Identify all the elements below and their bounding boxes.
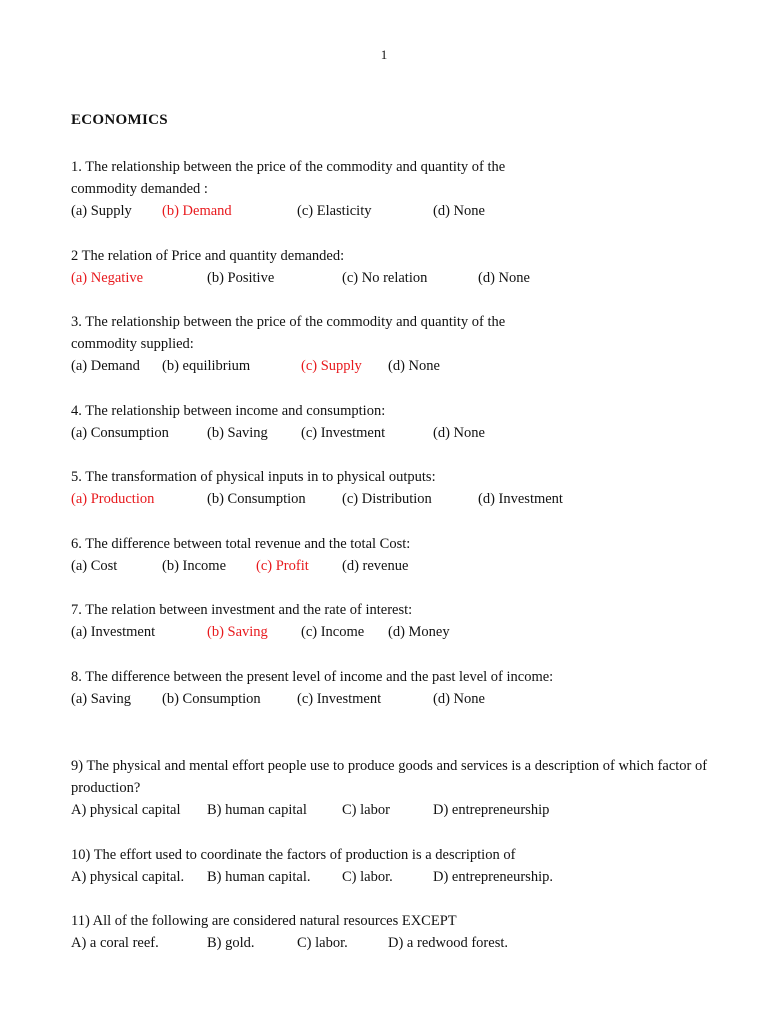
question-11 bbox=[71, 910, 711, 954]
answer-options bbox=[71, 688, 711, 710]
answer-option: (c) Distribution bbox=[342, 491, 432, 507]
answer-options bbox=[71, 866, 711, 888]
section-heading: ECONOMICS bbox=[71, 112, 168, 128]
question-text: 3. The relationship between the price of the commodity and quantity of the commodity supplied: bbox=[71, 314, 506, 352]
answer-option-correct: (c) Supply bbox=[301, 358, 362, 374]
question-text: 11) All of the following are considered natural resources EXCEPT bbox=[71, 913, 457, 929]
answer-options bbox=[71, 200, 711, 222]
answer-option: B) gold. bbox=[207, 935, 255, 951]
answer-options bbox=[71, 932, 711, 954]
question-10 bbox=[71, 844, 711, 888]
answer-option: (d) Money bbox=[388, 624, 450, 640]
question-text: 6. The difference between total revenue and the total Cost: bbox=[71, 536, 411, 552]
answer-option: (c) Income bbox=[301, 624, 365, 640]
answer-option: (c) Investment bbox=[297, 691, 382, 707]
question-8 bbox=[71, 666, 711, 710]
question-text: 7. The relation between investment and the rate of interest: bbox=[71, 602, 413, 618]
answer-option: C) labor. bbox=[342, 869, 393, 885]
answer-option-correct: (a) Production bbox=[71, 491, 155, 507]
answer-option: (a) Demand bbox=[71, 358, 140, 374]
answer-option: (d) None bbox=[433, 691, 485, 707]
answer-option: (c) No relation bbox=[342, 270, 428, 286]
answer-options bbox=[71, 621, 711, 643]
answer-option: (d) revenue bbox=[342, 558, 409, 574]
answer-option: D) entrepreneurship. bbox=[433, 869, 553, 885]
answer-option-correct: (c) Profit bbox=[256, 558, 309, 574]
answer-option: (c) Investment bbox=[301, 425, 386, 441]
question-text: 9) The physical and mental effort people use to produce goods and services is a description of which factor of production? bbox=[71, 758, 708, 796]
question-9 bbox=[71, 755, 711, 821]
answer-option-correct: (b) Saving bbox=[207, 624, 268, 640]
answer-options bbox=[71, 422, 711, 444]
question-7 bbox=[71, 599, 711, 643]
answer-option: B) human capital. bbox=[207, 869, 311, 885]
answer-option: B) human capital bbox=[207, 802, 307, 818]
answer-option-correct: (a) Negative bbox=[71, 270, 144, 286]
question-text: 2 The relation of Price and quantity demanded: bbox=[71, 248, 345, 264]
answer-option: (b) Consumption bbox=[162, 691, 261, 707]
question-3 bbox=[71, 311, 711, 377]
question-text: 10) The effort used to coordinate the factors of production is a description of bbox=[71, 847, 516, 863]
answer-option: (c) Elasticity bbox=[297, 203, 372, 219]
question-1 bbox=[71, 156, 711, 222]
answer-option-correct: (b) Demand bbox=[162, 203, 232, 219]
answer-options bbox=[71, 555, 711, 577]
question-2 bbox=[71, 245, 711, 289]
question-text: 4. The relationship between income and consumption: bbox=[71, 403, 386, 419]
answer-option: (b) Positive bbox=[207, 270, 275, 286]
question-text: 8. The difference between the present level of income and the past level of income: bbox=[71, 669, 554, 685]
question-text: 1. The relationship between the price of the commodity and quantity of the commodity demanded : bbox=[71, 159, 506, 197]
answer-option: D) entrepreneurship bbox=[433, 802, 550, 818]
answer-option: (a) Cost bbox=[71, 558, 118, 574]
answer-option: (a) Saving bbox=[71, 691, 131, 707]
answer-option: (b) Consumption bbox=[207, 491, 306, 507]
answer-option: A) physical capital. bbox=[71, 869, 185, 885]
answer-option: D) a redwood forest. bbox=[388, 935, 508, 951]
question-text: 5. The transformation of physical inputs in to physical outputs: bbox=[71, 469, 436, 485]
answer-option: C) labor. bbox=[297, 935, 348, 951]
answer-option: (a) Consumption bbox=[71, 425, 169, 441]
question-5 bbox=[71, 466, 711, 510]
answer-option: A) a coral reef. bbox=[71, 935, 159, 951]
answer-option: (a) Investment bbox=[71, 624, 156, 640]
answer-options bbox=[71, 488, 711, 510]
answer-option: (d) None bbox=[478, 270, 530, 286]
answer-option: (d) None bbox=[433, 203, 485, 219]
answer-option: (a) Supply bbox=[71, 203, 132, 219]
answer-option: (b) Income bbox=[162, 558, 227, 574]
page-number: 1 bbox=[380, 47, 388, 62]
answer-option: (b) Saving bbox=[207, 425, 268, 441]
answer-option: A) physical capital bbox=[71, 802, 181, 818]
answer-options bbox=[71, 355, 711, 377]
question-6 bbox=[71, 533, 711, 577]
answer-option: (d) Investment bbox=[478, 491, 563, 507]
answer-option: (d) None bbox=[388, 358, 440, 374]
answer-option: (d) None bbox=[433, 425, 485, 441]
answer-options bbox=[71, 799, 711, 821]
answer-option: C) labor bbox=[342, 802, 390, 818]
question-4 bbox=[71, 400, 711, 444]
answer-option: (b) equilibrium bbox=[162, 358, 251, 374]
answer-options bbox=[71, 267, 711, 289]
